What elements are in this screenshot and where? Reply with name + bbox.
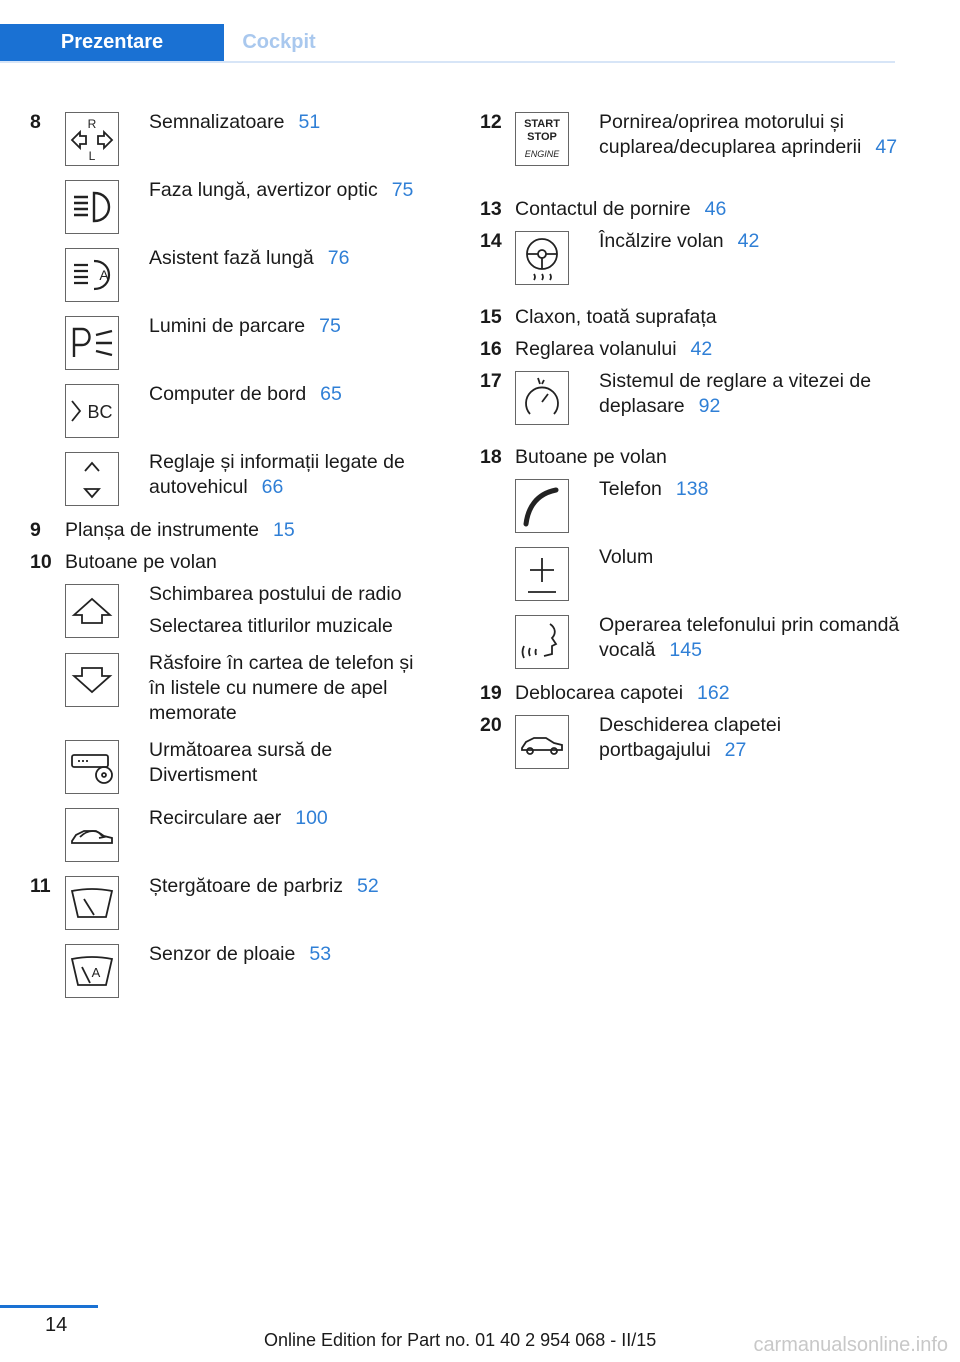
air-recirculation-icon: [65, 808, 119, 862]
page-ref[interactable]: 15: [273, 519, 295, 541]
page-ref[interactable]: 46: [704, 198, 727, 220]
entry-number: 17: [480, 370, 502, 392]
list-item: A Asistent fază lungă 76: [65, 246, 430, 302]
page-ref[interactable]: 65: [320, 383, 342, 405]
high-beam-assistant-icon: [65, 248, 119, 302]
svg-text:A: A: [99, 267, 109, 283]
volume-icon: [515, 547, 569, 601]
list-item: A Senzor de ploaie 53: [65, 942, 430, 998]
page-ref[interactable]: 66: [261, 476, 284, 498]
list-item: Reglaje și informații legate de autovehicul 66: [65, 450, 430, 506]
edition-note: Online Edition for Part no. 01 40 2 954 068 - II/15: [264, 1330, 657, 1350]
list-item: BC Computer de bord 65: [65, 382, 430, 438]
svg-text:BC: BC: [87, 402, 113, 422]
svg-text:L: L: [88, 149, 96, 163]
tab-cockpit[interactable]: Cockpit: [242, 31, 316, 53]
trunk-lid-icon: [515, 715, 569, 769]
entry-number: 14: [480, 230, 502, 252]
page-ref[interactable]: 100: [295, 807, 328, 829]
entry-number: 20: [480, 714, 502, 736]
page-ref[interactable]: 76: [327, 247, 350, 269]
entry-20: [480, 713, 900, 769]
left-column: [30, 110, 430, 1010]
page-ref[interactable]: 42: [737, 230, 760, 252]
steering-wheel-heating-icon: [515, 231, 569, 285]
up-down-arrows-icon: [65, 452, 119, 506]
cruise-control-icon: [515, 371, 569, 425]
list-item: START STOP ENGINE Pornirea/oprirea motorului și cuplarea/decuplarea aprinderii 47: [515, 110, 900, 185]
header-tabs: [0, 24, 895, 63]
entry-number: 10: [30, 551, 52, 573]
list-item: Operarea telefonului prin comandă vocală 145: [515, 613, 900, 669]
entry-16: 16 Reglarea volanului 42: [480, 338, 713, 360]
voice-control-icon: [515, 615, 569, 669]
page-ref[interactable]: 47: [875, 136, 898, 158]
list-item: Deschiderea clapetei portbagajului 27: [515, 713, 900, 769]
list-item: Lumini de parcare 75: [65, 314, 430, 370]
list-item: Încălzire volan 42: [515, 229, 900, 285]
svg-text:START: START: [524, 118, 560, 130]
page-ref[interactable]: 92: [698, 395, 721, 417]
svg-text:A: A: [91, 965, 101, 980]
entry-number: 11: [30, 875, 51, 897]
entry-number: 19: [480, 682, 502, 704]
rain-sensor-icon: [65, 944, 119, 998]
entry-13: 13 Contactul de pornire 46: [480, 198, 727, 220]
start-stop-icon: [515, 112, 569, 166]
page-ref[interactable]: 51: [298, 111, 321, 133]
entry-12: [480, 110, 900, 185]
entry-number: 9: [30, 519, 41, 541]
list-item: Faza lungă, avertizor optic 75: [65, 178, 430, 234]
page-ref[interactable]: 27: [724, 739, 747, 761]
entry-9: 9 Planșa de instrumente 15: [30, 519, 295, 541]
page-ref[interactable]: 52: [357, 875, 379, 897]
arrow-down-icon: [65, 653, 119, 707]
arrow-up-icon: [65, 584, 119, 638]
entry-8: [30, 110, 430, 506]
svg-text:ENGINE: ENGINE: [524, 149, 560, 159]
entry-11: [30, 874, 430, 998]
parking-lights-icon: [65, 316, 119, 370]
entry-18: 18 Butoane pe volan Telefon 138 Volum Operarea telefonului prin comandă vocală 145: [480, 445, 900, 669]
page-ref[interactable]: 75: [319, 315, 341, 337]
wiper-icon: [65, 876, 119, 930]
onboard-computer-icon: [65, 384, 119, 438]
entry-number: 13: [480, 198, 502, 220]
tab-prezentare[interactable]: Prezentare: [0, 24, 224, 61]
turn-signal-icon: [65, 112, 119, 166]
list-item: Ștergătoare de parbriz 52: [65, 874, 430, 930]
page-number: 14: [45, 1314, 68, 1336]
page-ref[interactable]: 53: [309, 943, 332, 965]
list-item: Răsfoire în cartea de telefon și în listele cu numere de apel memorate: [65, 651, 430, 726]
entry-number: 12: [480, 111, 502, 133]
entry-17: [480, 369, 900, 425]
high-beam-icon: [65, 180, 119, 234]
entry-number: 18: [480, 446, 502, 468]
right-column: [480, 110, 900, 781]
phone-icon: [515, 479, 569, 533]
entertainment-source-icon: [65, 740, 119, 794]
page-ref[interactable]: 75: [391, 179, 414, 201]
page-ref[interactable]: 42: [690, 338, 713, 360]
entry-number: 16: [480, 338, 502, 360]
list-item: Următoarea sursă de Divertisment: [65, 738, 430, 794]
list-item: Schimbarea postului de radio Selectarea titlurilor muzicale: [65, 582, 430, 639]
entry-15: 15 Claxon, toată suprafața: [480, 306, 717, 328]
page-ref[interactable]: 138: [675, 478, 709, 500]
entry-number: 15: [480, 306, 502, 328]
page-ref[interactable]: 162: [697, 682, 730, 704]
entry-14: [480, 229, 900, 285]
svg-text:STOP: STOP: [527, 131, 557, 143]
list-item: Volum: [515, 545, 900, 601]
list-item: Sistemul de reglare a vitezei de deplasare 92: [515, 369, 900, 425]
entry-10: 10 Butoane pe volan Schimbarea postului de radio Selectarea titlurilor muzicale Răsfoire în cartea de telefon și în listele cu numere de apel memorate Următoarea sursă de Divertisment Recirculare aer 100: [30, 550, 430, 862]
page-ref[interactable]: 145: [669, 639, 702, 661]
entry-number: 8: [30, 111, 41, 133]
list-item: Recirculare aer 100: [65, 806, 430, 862]
list-item: R L Semnalizatoare 51: [65, 110, 430, 166]
footer-accent-line: [0, 1305, 98, 1308]
list-item: Telefon 138: [515, 477, 900, 533]
entry-19: 19 Deblocarea capotei 162: [480, 682, 730, 704]
svg-text:R: R: [87, 117, 97, 131]
watermark: carmanualsonline.info: [753, 1334, 948, 1356]
